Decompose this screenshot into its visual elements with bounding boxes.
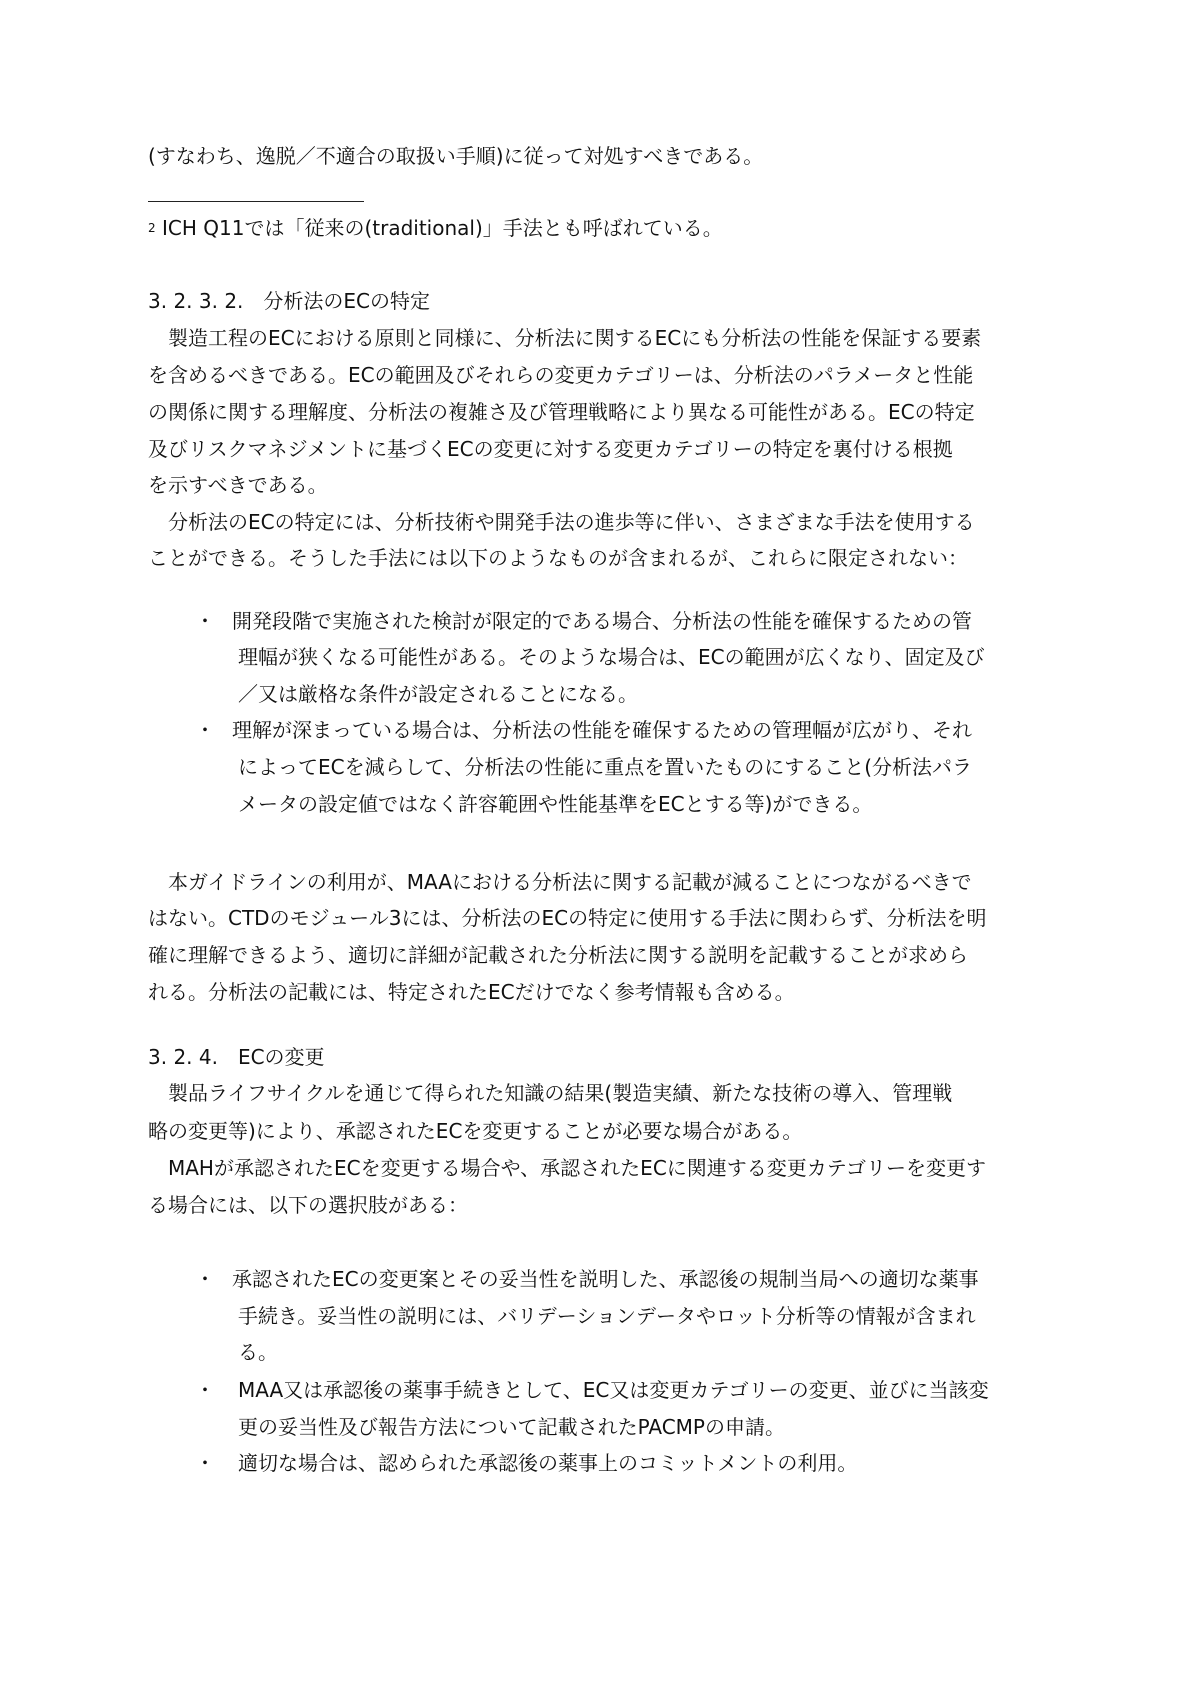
paragraph-line: 製品ライフサイクルを通じて得られた知識の結果(製造実績、新たな技術の導入、管理戦 xyxy=(148,1081,953,1105)
footnote xyxy=(148,215,723,241)
bullet-line: 理幅が狭くなる可能性がある。そのような場合は、ECの範囲が広くなり、固定及び xyxy=(238,645,985,669)
bullet-line: メータの設定値ではなく許容範囲や性能基準をECとする等)ができる。 xyxy=(238,792,873,816)
paragraph-line: 確に理解できるよう、適切に詳細が記載された分析法に関する説明を記載することが求めら xyxy=(148,943,968,967)
bullet-line: 理解が深まっている場合は、分析法の性能を確保するための管理幅が広がり、それ xyxy=(232,718,972,742)
bullet-line: 開発段階で実施された検討が限定的である場合、分析法の性能を確保するための管 xyxy=(232,609,972,633)
bullet-line: MAA又は承認後の薬事手続きとして、EC又は変更カテゴリーの変更、並びに当該変 xyxy=(238,1378,989,1402)
bullet-symbol: ・ xyxy=(195,1267,215,1291)
section-heading-3232: 3. 2. 3. 2. 分析法のECの特定 xyxy=(148,289,431,313)
bullet-symbol: ・ xyxy=(195,718,215,742)
footnote-mark: 2 xyxy=(148,221,156,235)
paragraph-line: 本ガイドラインの利用が、MAAにおける分析法に関する記載が減ることにつながるべきで xyxy=(148,870,972,894)
bullet-line: ／又は厳格な条件が設定されることになる。 xyxy=(238,682,638,706)
bullet-symbol: ・ xyxy=(195,609,215,633)
bullet-symbol: ・ xyxy=(195,1378,215,1402)
paragraph-line: を示すべきである。 xyxy=(148,473,328,497)
paragraph-line: を含めるべきである。ECの範囲及びそれらの変更カテゴリーは、分析法のパラメータと性能 xyxy=(148,363,974,387)
paragraph-line: 製造工程のECにおける原則と同様に、分析法に関するECにも分析法の性能を保証する要素 xyxy=(148,326,982,350)
paragraph-line: ことができる。そうした手法には以下のようなものが含まれるが、これらに限定されない： xyxy=(148,546,968,570)
section-heading-324: 3. 2. 4. ECの変更 xyxy=(148,1045,325,1069)
bullet-line: 適切な場合は、認められた承認後の薬事上のコミットメントの利用。 xyxy=(238,1451,858,1475)
bullet-line: 承認されたECの変更案とその妥当性を説明した、承認後の規制当局への適切な薬事 xyxy=(232,1267,979,1291)
bullet-symbol: ・ xyxy=(195,1451,215,1475)
paragraph-line: 略の変更等)により、承認されたECを変更することが必要な場合がある。 xyxy=(148,1119,803,1143)
bullet-line: 更の妥当性及び報告方法について記載されたPACMPの申請。 xyxy=(238,1415,785,1439)
footnote-separator xyxy=(148,201,364,202)
bullet-line: 手続き。妥当性の説明には、バリデーションデータやロット分析等の情報が含まれ xyxy=(238,1304,976,1328)
paragraph-line: の関係に関する理解度、分析法の複雑さ及び管理戦略により異なる可能性がある。ECの特定 xyxy=(148,400,975,424)
paragraph-line: 分析法のECの特定には、分析技術や開発手法の進歩等に伴い、さまざまな手法を使用する xyxy=(148,510,975,534)
footnote-text: ICH Q11では「従来の(traditional)」手法とも呼ばれている。 xyxy=(155,216,723,240)
carryover-line: (すなわち、逸脱／不適合の取扱い手順)に従って対処すべきである。 xyxy=(148,144,764,168)
paragraph-line: 及びリスクマネジメントに基づくECの変更に対する変更カテゴリーの特定を裏付ける根拠 xyxy=(148,437,953,461)
paragraph-line: はない。CTDのモジュール3には、分析法のECの特定に使用する手法に関わらず、分析法を明 xyxy=(148,906,987,930)
bullet-line: によってECを減らして、分析法の性能に重点を置いたものにすること(分析法パラ xyxy=(238,755,973,779)
paragraph-line: る場合には、以下の選択肢がある： xyxy=(148,1193,468,1217)
bullet-line: る。 xyxy=(238,1340,278,1364)
paragraph-line: MAHが承認されたECを変更する場合や、承認されたECに関連する変更カテゴリーを変更す xyxy=(148,1156,986,1180)
paragraph-line: れる。分析法の記載には、特定されたECだけでなく参考情報も含める。 xyxy=(148,980,795,1004)
